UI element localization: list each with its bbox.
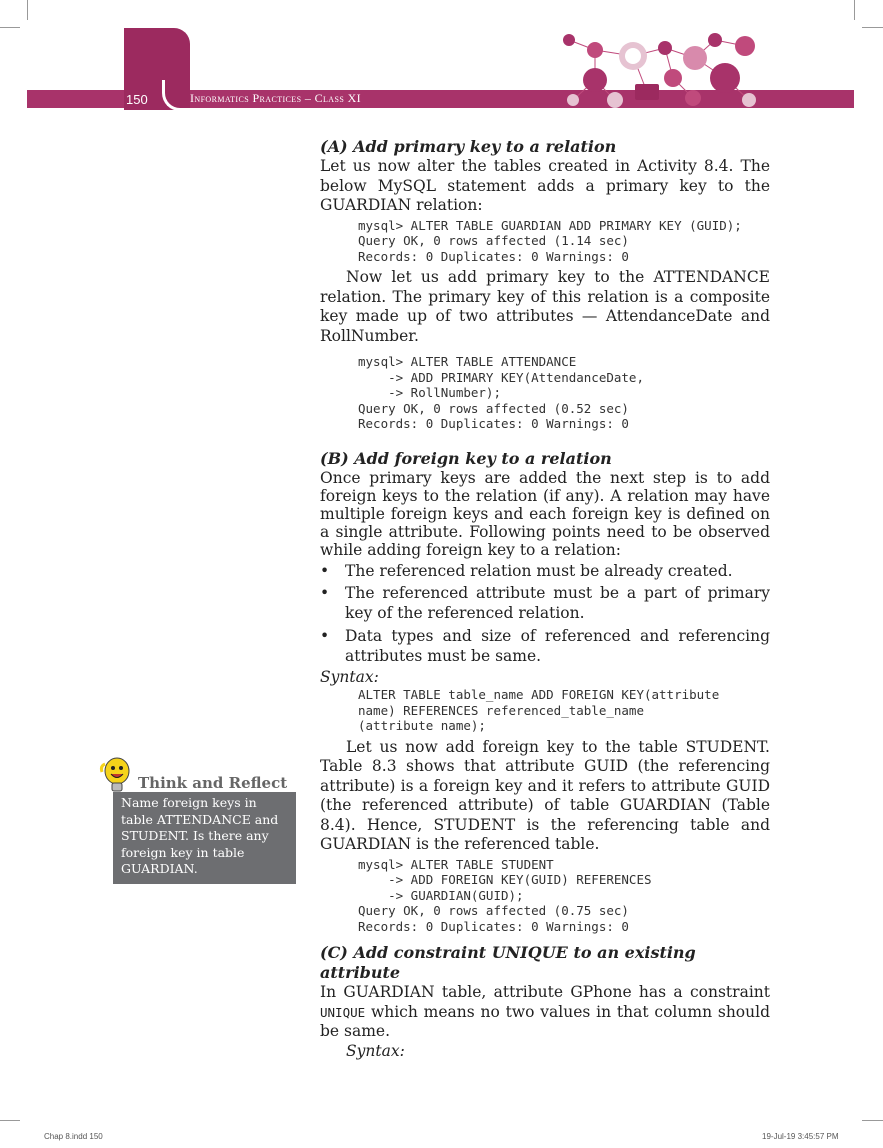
crop-mark xyxy=(0,1120,20,1121)
think-reflect-box: Name foreign keys in table ATTENDANCE and STUDENT. Is there any foreign key in table GUARDIAN. xyxy=(113,792,296,884)
inline-code: UNIQUE xyxy=(320,1004,366,1020)
section-a xyxy=(320,137,770,432)
section-b xyxy=(320,449,770,934)
megaphone-icon xyxy=(587,42,603,58)
mail-icon xyxy=(563,34,575,46)
smile-icon xyxy=(742,93,756,107)
section-a-heading: (A) Add primary key to a relation xyxy=(320,137,617,156)
crop-mark xyxy=(862,27,883,28)
page-number: 150 xyxy=(126,92,148,107)
list-item: • The referenced relation must be already created. xyxy=(320,562,733,580)
crop-mark xyxy=(27,0,28,20)
section-c-heading: (C) Add constraint UNIQUE to an existing attribute xyxy=(320,943,696,982)
heart-icon xyxy=(583,68,607,92)
syntax-code: ALTER TABLE table_name ADD FOREIGN KEY(attribute name) REFERENCES referenced_table_name (attribute name); xyxy=(358,687,720,733)
code-block: mysql> ALTER TABLE STUDENT -> ADD FOREIGN KEY(GUID) REFERENCES -> GUARDIAN(GUID); Query OK, 0 rows affected (0.75 sec) Records: 0 Duplicates: 0 Warnings: 0 xyxy=(358,856,652,934)
section-c xyxy=(320,943,770,1061)
think-reflect-title: Think and Reflect xyxy=(138,774,288,792)
network-illustration xyxy=(555,28,765,112)
code-block: mysql> ALTER TABLE ATTENDANCE -> ADD PRIMARY KEY(AttendanceDate, -> RollNumber); Query OK, 0 rows affected (0.52 sec) Records: 0 Duplicates: 0 Warnings: 0 xyxy=(358,354,644,431)
section-b-heading: (B) Add foreign key to a relation xyxy=(320,449,612,468)
phone-icon xyxy=(710,63,740,93)
section-c-para: In GUARDIAN table, attribute GPhone has a constraint UNIQUE which means no two values in that column should be same. xyxy=(320,983,770,1040)
syntax-label: Syntax: xyxy=(346,1041,405,1060)
video-icon xyxy=(735,36,755,56)
list-item: • Data types and size of referenced and referencing attributes must be same. xyxy=(320,627,770,665)
laptop-icon xyxy=(635,84,659,100)
code-block: mysql> ALTER TABLE GUARDIAN ADD PRIMARY KEY (GUID); Query OK, 0 rows affected (1.14 sec) Records: 0 Duplicates: 0 Warnings: 0 xyxy=(358,217,742,264)
section-b-intro: Once primary keys are added the next step is to add foreign keys to the relation (if any). A relation may have multiple foreign keys and each foreign key is defined on a single attribute. Following points need to be observed while adding foreign key to a relation: xyxy=(320,469,770,559)
footer-right: 19-Jul-19 3:45:57 PM xyxy=(762,1132,839,1141)
list-item: • The referenced attribute must be a part of primary key of the referenced relation. xyxy=(320,584,770,622)
section-a-intro: Let us now alter the tables created in Activity 8.4. The below MySQL statement adds a primary key to the GUARDIAN relation: xyxy=(320,157,770,214)
cloud-icon xyxy=(607,92,623,108)
lightbulb-icon xyxy=(98,756,134,796)
footer-left: Chap 8.indd 150 xyxy=(44,1132,103,1141)
crop-mark xyxy=(0,27,20,28)
user-icon xyxy=(658,41,672,55)
user-icon xyxy=(683,46,707,70)
bullet-list xyxy=(320,561,770,666)
like-icon xyxy=(664,69,682,87)
subject-title: Informatics Practices – Class XI xyxy=(190,91,362,105)
crop-mark xyxy=(854,0,855,20)
crop-mark xyxy=(862,1120,883,1121)
rss-icon xyxy=(685,90,701,106)
section-a-para: Now let us add primary key to the ATTENDANCE relation. The primary key of this relation is a composite key made up of two attributes — AttendanceDate and RollNumber. xyxy=(320,268,770,345)
user-icon xyxy=(708,33,722,47)
mic-icon xyxy=(567,94,579,106)
section-b-para: Let us now add foreign key to the table STUDENT. Table 8.3 shows that attribute GUID (the referencing attribute) is a foreign key and it refers to attribute GUID (the referenced attribute) of table GUARDIAN (Table 8.4). Hence, STUDENT is the referencing table and GUARDIAN is the referenced table. xyxy=(320,737,770,853)
syntax-label: Syntax: xyxy=(320,668,379,686)
